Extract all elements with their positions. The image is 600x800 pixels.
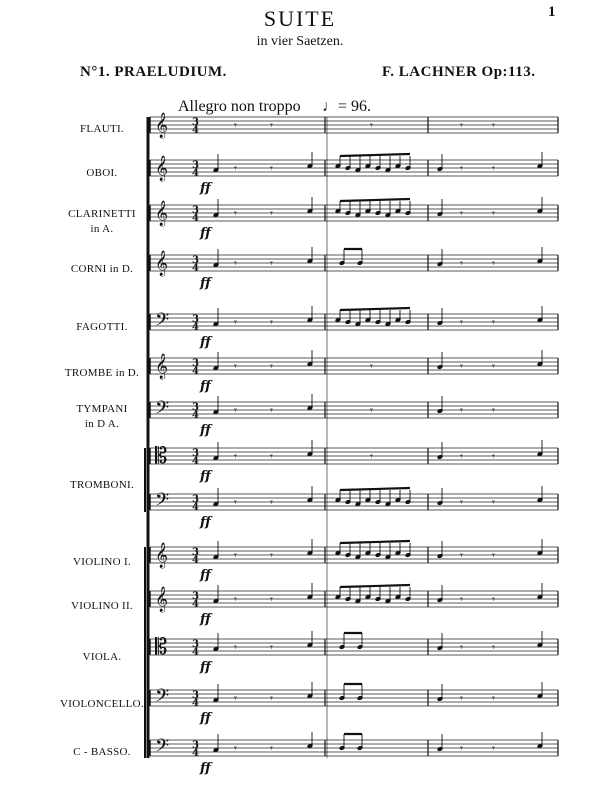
time-signature-bottom: 4	[192, 599, 199, 610]
note-beam	[340, 541, 410, 543]
rest-icon: 𝄾	[460, 692, 463, 705]
rest-icon: 𝄾	[370, 404, 373, 417]
clef-icon: 𝄢	[155, 398, 170, 423]
time-signature-top: 3	[192, 547, 199, 558]
time-signature-top: 3	[192, 591, 199, 602]
time-signature-bottom: 4	[192, 456, 199, 467]
time-signature-top: 3	[192, 448, 199, 459]
dynamic-marking: ff	[200, 660, 211, 675]
rest-icon: 𝄾	[460, 119, 463, 132]
page-number: 1	[548, 4, 556, 20]
rest-icon: 𝄾	[460, 162, 463, 175]
time-signature-top: 3	[192, 160, 199, 171]
dynamic-marking: ff	[200, 226, 211, 241]
piece-subtitle: in vier Saetzen.	[256, 34, 344, 49]
instrument-label-violoncello: VIOLONCELLO.	[60, 698, 144, 710]
rest-icon: 𝄾	[234, 450, 237, 463]
clef-icon: 𝄢	[155, 736, 170, 761]
rest-icon: 𝄾	[492, 316, 495, 329]
instrument-label-corni: CORNI in D.	[70, 263, 134, 275]
rest-icon: 𝄾	[370, 450, 373, 463]
rest-icon: 𝄾	[270, 404, 273, 417]
rest-icon: 𝄾	[270, 549, 273, 562]
rest-icon: 𝄾	[370, 360, 373, 373]
time-signature-bottom: 4	[192, 748, 199, 759]
dynamic-marking: ff	[200, 379, 211, 394]
rest-icon: 𝄾	[270, 692, 273, 705]
rest-icon: 𝄾	[234, 207, 237, 220]
dynamic-marking: ff	[200, 423, 211, 438]
rest-icon: 𝄾	[234, 641, 237, 654]
instrument-label-trombe: TROMBE in D.	[64, 367, 140, 379]
rest-icon: 𝄾	[460, 496, 463, 509]
dynamic-marking: ff	[200, 469, 211, 484]
clef-icon: 𝄞	[155, 113, 169, 138]
time-signature-top: 3	[192, 358, 199, 369]
clef-icon: 𝄡	[155, 635, 168, 660]
time-signature-bottom: 4	[192, 125, 199, 136]
note-beam	[340, 154, 410, 156]
time-signature-top: 3	[192, 205, 199, 216]
dynamic-marking: ff	[200, 568, 211, 583]
rest-icon: 𝄾	[270, 593, 273, 606]
time-signature-bottom: 4	[192, 502, 199, 513]
rest-icon: 𝄾	[234, 162, 237, 175]
rest-icon: 𝄾	[492, 404, 495, 417]
rest-icon: 𝄾	[370, 119, 373, 132]
rest-icon: 𝄾	[492, 257, 495, 270]
rest-icon: 𝄾	[270, 207, 273, 220]
rest-icon: 𝄾	[492, 692, 495, 705]
note-beam	[340, 308, 410, 310]
dynamic-marking: ff	[200, 335, 211, 350]
rest-icon: 𝄾	[234, 404, 237, 417]
rest-icon: 𝄾	[460, 593, 463, 606]
tempo-marking: Allegro non troppo	[178, 98, 301, 115]
clef-icon: 𝄞	[155, 543, 169, 568]
dynamic-marking: ff	[200, 612, 211, 627]
time-signature-bottom: 4	[192, 647, 199, 658]
rest-icon: 𝄾	[492, 207, 495, 220]
instrument-label-fagotti: FAGOTTI.	[76, 321, 128, 333]
note-beam	[340, 488, 410, 490]
clef-icon: 𝄞	[155, 156, 169, 181]
rest-icon: 𝄾	[270, 257, 273, 270]
rest-icon: 𝄾	[492, 641, 495, 654]
instrument-label-contrabasso: C - BASSO.	[73, 746, 131, 758]
rest-icon: 𝄾	[460, 360, 463, 373]
clef-icon: 𝄞	[155, 201, 169, 226]
instrument-label-flauti: FLAUTI.	[80, 123, 124, 135]
dynamic-marking: ff	[200, 276, 211, 291]
instrument-label-violino-2: VIOLINO II.	[71, 600, 133, 612]
piece-title: SUITE	[263, 6, 337, 31]
instrument-label-violino-1: VIOLINO I.	[73, 556, 131, 568]
note-beam	[340, 585, 410, 587]
time-signature-top: 3	[192, 494, 199, 505]
rest-icon: 𝄾	[460, 450, 463, 463]
time-signature-top: 3	[192, 740, 199, 751]
rest-icon: 𝄾	[270, 316, 273, 329]
time-signature-bottom: 4	[192, 555, 199, 566]
rest-icon: 𝄾	[234, 316, 237, 329]
rest-icon: 𝄾	[460, 742, 463, 755]
rest-icon: 𝄾	[234, 742, 237, 755]
rest-icon: 𝄾	[234, 593, 237, 606]
rest-icon: 𝄾	[460, 549, 463, 562]
dynamic-marking: ff	[200, 181, 211, 196]
rest-icon: 𝄾	[270, 162, 273, 175]
clef-icon: 𝄞	[155, 587, 169, 612]
dynamic-marking: ff	[200, 761, 211, 776]
composer-opus: F. LACHNER Op:113.	[382, 64, 536, 80]
time-signature-top: 3	[192, 314, 199, 325]
rest-icon: 𝄾	[234, 692, 237, 705]
rest-icon: 𝄾	[460, 316, 463, 329]
rest-icon: 𝄾	[270, 360, 273, 373]
instrument-label-viola: VIOLA.	[82, 651, 122, 663]
instrument-label-tympani: TYMPANI in D A.	[76, 403, 128, 430]
note-area	[199, 119, 543, 776]
instrument-label-clarinetti: CLARINETTI in A.	[68, 208, 136, 235]
rest-icon: 𝄾	[492, 593, 495, 606]
rest-icon: 𝄾	[492, 496, 495, 509]
rest-icon: 𝄾	[270, 496, 273, 509]
time-signature-bottom: 4	[192, 263, 199, 274]
rest-icon: 𝄾	[492, 742, 495, 755]
clef-icon: 𝄢	[155, 686, 170, 711]
rest-icon: 𝄾	[270, 641, 273, 654]
time-signature-top: 3	[192, 402, 199, 413]
rest-icon: 𝄾	[492, 162, 495, 175]
rest-icon: 𝄾	[492, 549, 495, 562]
rest-icon: 𝄾	[460, 207, 463, 220]
rest-icon: 𝄾	[460, 404, 463, 417]
time-signature-top: 3	[192, 117, 199, 128]
dynamic-marking: ff	[200, 515, 211, 530]
time-signature-bottom: 4	[192, 366, 199, 377]
clef-icon: 𝄞	[155, 251, 169, 276]
time-signature-bottom: 4	[192, 213, 199, 224]
metronome-marking: ♩= 96.	[322, 98, 372, 115]
rest-icon: 𝄾	[234, 360, 237, 373]
clef-icon: 𝄢	[155, 310, 170, 335]
clef-icon: 𝄞	[155, 354, 169, 379]
time-signature-bottom: 4	[192, 322, 199, 333]
rest-icon: 𝄾	[270, 742, 273, 755]
rest-icon: 𝄾	[460, 641, 463, 654]
rest-icon: 𝄾	[492, 119, 495, 132]
rest-icon: 𝄾	[234, 257, 237, 270]
rest-icon: 𝄾	[492, 450, 495, 463]
rest-icon: 𝄾	[234, 496, 237, 509]
instrument-label-oboi: OBOI.	[86, 167, 118, 179]
rest-icon: 𝄾	[460, 257, 463, 270]
time-signature-bottom: 4	[192, 698, 199, 709]
time-signature-bottom: 4	[192, 410, 199, 421]
time-signature-top: 3	[192, 255, 199, 266]
rest-icon: 𝄾	[234, 119, 237, 132]
rest-icon: 𝄾	[492, 360, 495, 373]
time-signature-top: 3	[192, 690, 199, 701]
clef-icon: 𝄢	[155, 490, 170, 515]
instrument-label-tromboni: TROMBONI.	[69, 479, 135, 491]
dynamic-marking: ff	[200, 711, 211, 726]
time-signature-bottom: 4	[192, 168, 199, 179]
rest-icon: 𝄾	[270, 450, 273, 463]
rest-icon: 𝄾	[270, 119, 273, 132]
note-beam	[340, 199, 410, 201]
clef-icon: 𝄡	[155, 444, 168, 469]
rest-icon: 𝄾	[234, 549, 237, 562]
time-signature-top: 3	[192, 639, 199, 650]
movement-title: N°1. PRAELUDIUM.	[80, 64, 227, 80]
